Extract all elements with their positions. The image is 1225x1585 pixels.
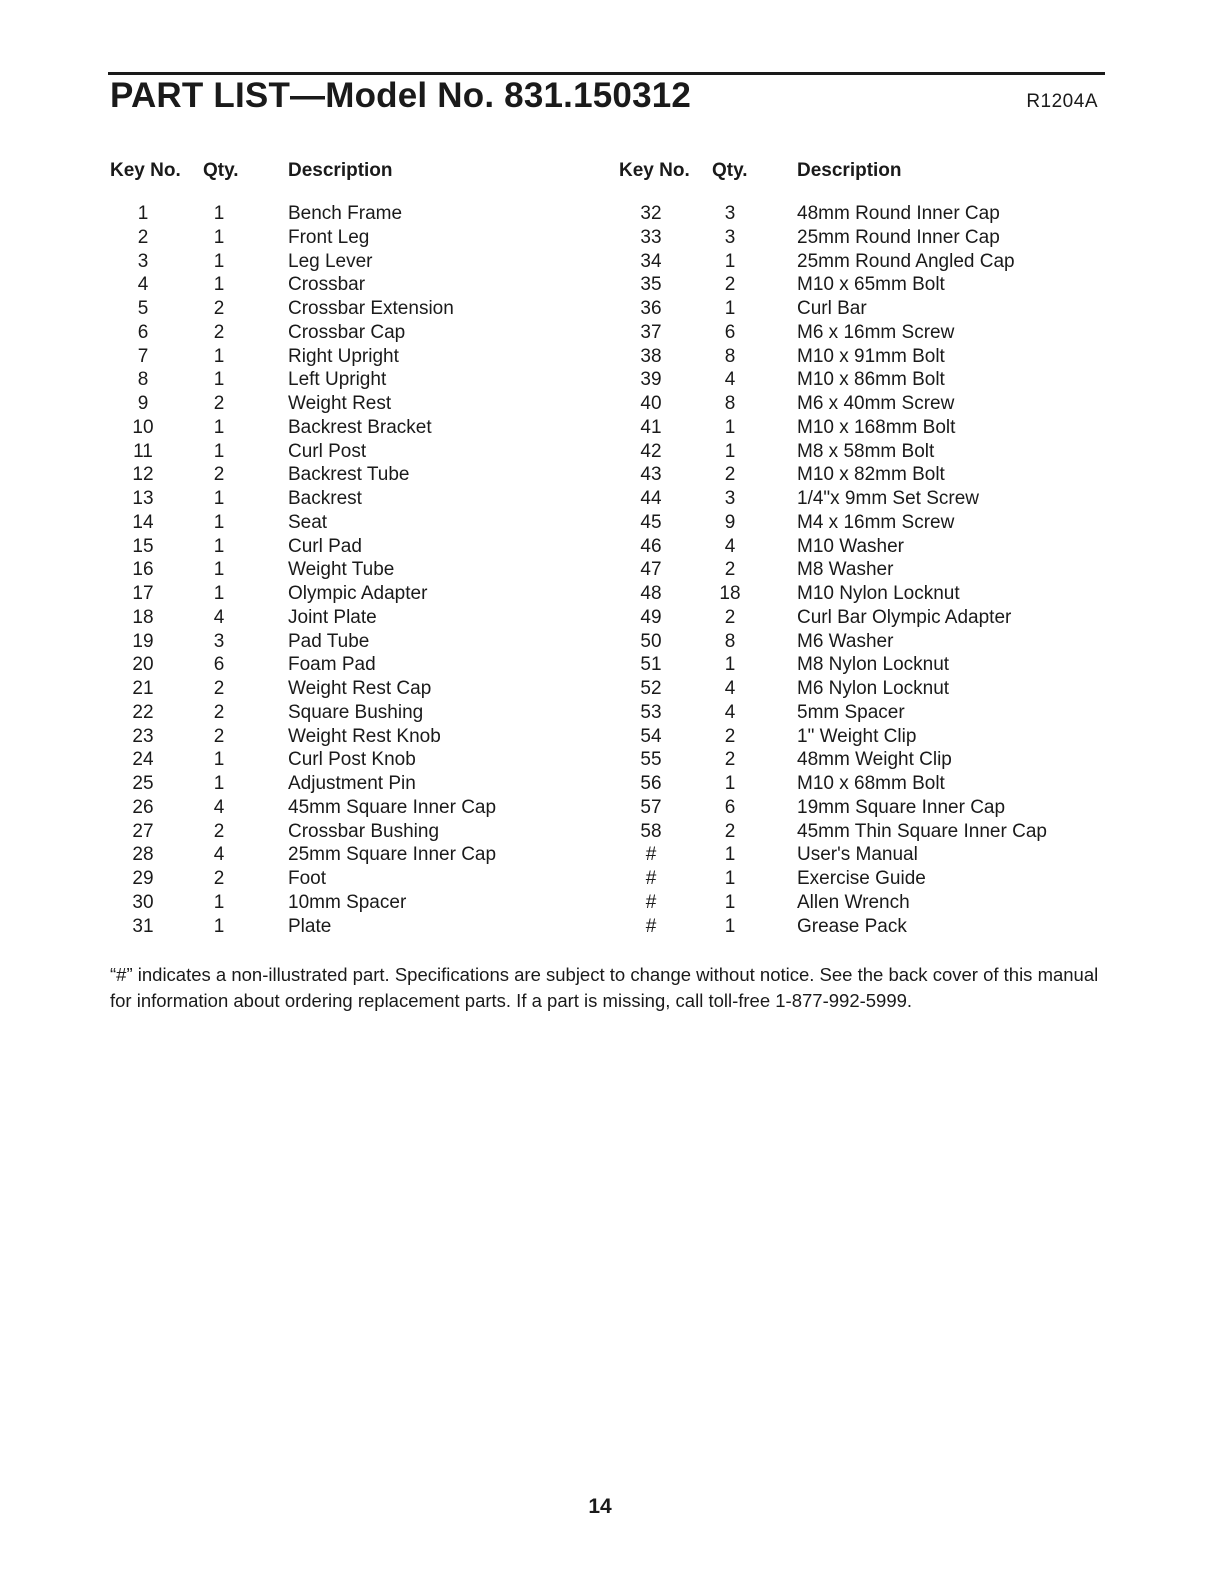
key-number: 26 <box>132 796 154 818</box>
part-description: Weight Rest Knob <box>288 725 441 747</box>
part-description: Grease Pack <box>797 915 907 937</box>
part-description: Foot <box>288 868 327 889</box>
key-number: 3 <box>137 250 149 272</box>
quantity: 1 <box>724 915 736 937</box>
key-number: 55 <box>640 749 662 771</box>
part-description: Left Upright <box>288 369 387 391</box>
quantity: 2 <box>213 321 225 343</box>
quantity: 2 <box>213 820 225 842</box>
part-description: Crossbar Extension <box>288 298 454 319</box>
quantity: 6 <box>724 321 736 343</box>
key-number: 6 <box>137 321 149 343</box>
part-description: Crossbar Bushing <box>288 820 440 842</box>
quantity: 4 <box>724 369 736 391</box>
key-number: # <box>645 868 657 889</box>
key-number: 58 <box>640 820 662 842</box>
qty-header: Qty. <box>712 160 748 181</box>
part-description: 5mm Spacer <box>797 701 905 723</box>
quantity: 2 <box>724 274 736 296</box>
key-number: 7 <box>137 345 149 367</box>
quantity: 6 <box>724 796 736 818</box>
part-description: Crossbar <box>288 274 366 296</box>
key-number: 46 <box>640 535 662 557</box>
key-number: 57 <box>640 796 662 818</box>
part-description: M10 x 168mm Bolt <box>797 416 956 438</box>
quantity: 1 <box>724 298 736 319</box>
page-title: PART LIST—Model No. 831.150312 <box>110 76 692 115</box>
quantity: 9 <box>724 511 736 533</box>
part-description: Backrest Tube <box>288 464 410 486</box>
part-description: Pad Tube <box>288 630 370 652</box>
quantity: 8 <box>724 393 736 414</box>
key-number: 34 <box>640 250 662 272</box>
key-number: 48 <box>640 583 662 604</box>
key-number: 37 <box>640 321 662 343</box>
quantity: 2 <box>213 393 225 414</box>
part-description: Bench Frame <box>288 203 403 224</box>
key-number: 24 <box>132 749 154 771</box>
key-number: 12 <box>132 464 154 486</box>
part-description: Leg Lever <box>288 250 373 272</box>
part-description: Exercise Guide <box>797 868 926 889</box>
quantity: 6 <box>213 654 225 676</box>
quantity: 1 <box>213 915 225 937</box>
key-number: 16 <box>132 559 154 581</box>
part-description: Weight Rest <box>288 393 392 414</box>
part-description: M10 x 65mm Bolt <box>797 274 945 296</box>
key-number: 25 <box>132 773 154 794</box>
part-description: Adjustment Pin <box>288 773 416 794</box>
quantity: 8 <box>724 345 736 367</box>
quantity: 1 <box>724 416 736 438</box>
key-number: 1 <box>137 203 149 224</box>
quantity: 4 <box>724 535 736 557</box>
quantity: 4 <box>724 678 736 699</box>
part-description: Olympic Adapter <box>288 583 428 604</box>
quantity: 2 <box>213 298 225 319</box>
part-description: 45mm Thin Square Inner Cap <box>797 820 1047 842</box>
quantity: 3 <box>724 226 736 248</box>
quantity: 1 <box>213 511 225 533</box>
key-number: 45 <box>640 511 662 533</box>
part-description: Plate <box>288 915 332 937</box>
document-code: R1204A <box>1026 91 1098 112</box>
quantity: 2 <box>724 606 736 628</box>
quantity: 1 <box>213 274 225 296</box>
key-number: 56 <box>640 773 662 794</box>
quantity: 4 <box>213 844 225 866</box>
part-description: 1" Weight Clip <box>797 725 917 747</box>
part-description: M4 x 16mm Screw <box>797 511 955 533</box>
key-number: 44 <box>640 488 662 509</box>
key-number: 9 <box>137 393 149 414</box>
part-description: 19mm Square Inner Cap <box>797 796 1006 818</box>
key-number: 17 <box>132 583 154 604</box>
quantity: 1 <box>213 369 225 391</box>
key-number: 54 <box>640 725 662 747</box>
title-rule <box>108 72 1105 75</box>
key-number: 21 <box>132 678 154 699</box>
key-number: 27 <box>132 820 154 842</box>
quantity: 1 <box>213 583 225 604</box>
quantity: 1 <box>213 416 225 438</box>
part-description: 1/4"x 9mm Set Screw <box>797 488 980 509</box>
part-description: Foam Pad <box>288 654 376 676</box>
key-number: 35 <box>640 274 662 296</box>
quantity: 2 <box>213 868 225 889</box>
key-number: 20 <box>132 654 154 676</box>
part-description: Curl Bar <box>797 298 867 319</box>
part-description: Weight Tube <box>288 559 395 581</box>
quantity: 1 <box>724 440 736 462</box>
key-number: 33 <box>640 226 662 248</box>
part-description: M6 Nylon Locknut <box>797 678 950 699</box>
key-number: 31 <box>132 915 154 937</box>
key-number: 5 <box>137 298 149 319</box>
key-number: 29 <box>132 868 154 889</box>
part-description: User's Manual <box>797 844 918 866</box>
key-number: 47 <box>640 559 662 581</box>
quantity: 2 <box>213 701 225 723</box>
quantity: 1 <box>724 844 736 866</box>
quantity: 2 <box>724 749 736 771</box>
part-description: Curl Post <box>288 440 367 462</box>
part-description: 45mm Square Inner Cap <box>288 796 497 818</box>
quantity: 1 <box>724 773 736 794</box>
part-description: Curl Bar Olympic Adapter <box>797 606 1012 628</box>
quantity: 1 <box>213 250 225 272</box>
quantity: 4 <box>724 701 736 723</box>
part-description: Joint Plate <box>288 606 377 628</box>
key-number: 15 <box>132 535 154 557</box>
part-description: Square Bushing <box>288 701 424 723</box>
part-description: M8 x 58mm Bolt <box>797 440 935 462</box>
key-number: # <box>645 891 657 913</box>
part-description: M8 Nylon Locknut <box>797 654 950 676</box>
quantity: 4 <box>213 606 225 628</box>
key-number: 30 <box>132 891 154 913</box>
part-description: M10 Nylon Locknut <box>797 583 960 604</box>
part-description: M10 x 91mm Bolt <box>797 345 945 367</box>
quantity: 4 <box>213 796 225 818</box>
quantity: 1 <box>213 773 225 794</box>
key-number: 51 <box>640 654 662 676</box>
part-description: Seat <box>288 511 328 533</box>
quantity: 8 <box>724 630 736 652</box>
page-number: 14 <box>588 1495 612 1518</box>
part-description: Allen Wrench <box>797 891 910 913</box>
part-description: M6 Washer <box>797 630 894 652</box>
key-number: 40 <box>640 393 662 414</box>
quantity: 1 <box>213 891 225 913</box>
key-number: 38 <box>640 345 662 367</box>
key-number: 36 <box>640 298 662 319</box>
key-number: 50 <box>640 630 662 652</box>
part-description: Front Leg <box>288 226 370 248</box>
part-description: M10 x 82mm Bolt <box>797 464 945 486</box>
part-description: 25mm Round Inner Cap <box>797 226 1000 248</box>
part-description: 10mm Spacer <box>288 891 407 913</box>
key-number: 39 <box>640 369 662 391</box>
quantity: 1 <box>213 488 225 509</box>
key-number: 41 <box>640 416 662 438</box>
key-number: 43 <box>640 464 662 486</box>
description-header: Description <box>797 160 902 181</box>
quantity: 1 <box>213 559 225 581</box>
key-number: 8 <box>137 369 149 391</box>
key-number: 13 <box>132 488 154 509</box>
quantity: 1 <box>213 226 225 248</box>
quantity: 1 <box>213 345 225 367</box>
part-description: Crossbar Cap <box>288 321 406 343</box>
quantity: 2 <box>213 464 225 486</box>
part-description: M6 x 16mm Screw <box>797 321 955 343</box>
quantity: 18 <box>719 583 741 604</box>
quantity: 1 <box>213 749 225 771</box>
quantity: 2 <box>724 559 736 581</box>
part-description: M10 x 86mm Bolt <box>797 369 945 391</box>
key-no-header: Key No. <box>110 160 181 181</box>
key-number: 4 <box>137 274 149 296</box>
part-description: 48mm Weight Clip <box>797 749 952 771</box>
part-description: 25mm Square Inner Cap <box>288 844 497 866</box>
quantity: 3 <box>213 630 225 652</box>
quantity: 2 <box>724 820 736 842</box>
footnote: “#” indicates a non-illustrated part. Specifications are subject to change without notice. See the back cover of this manual for information about ordering replacement parts. If a part is missing, call toll-free 1-877-992-5999. <box>110 964 1099 1011</box>
description-header: Description <box>288 160 393 181</box>
part-description: Backrest <box>288 488 362 509</box>
qty-header: Qty. <box>203 160 239 181</box>
part-description: 25mm Round Angled Cap <box>797 250 1015 272</box>
quantity: 3 <box>724 488 736 509</box>
quantity: 1 <box>213 535 225 557</box>
key-number: 52 <box>640 678 662 699</box>
part-description: Backrest Bracket <box>288 416 432 438</box>
key-number: 2 <box>137 226 149 248</box>
part-description: Curl Post Knob <box>288 749 416 771</box>
quantity: 2 <box>213 678 225 699</box>
key-number: 53 <box>640 701 662 723</box>
key-number: 11 <box>133 440 153 462</box>
quantity: 2 <box>724 464 736 486</box>
part-description: M10 Washer <box>797 535 904 557</box>
key-number: 14 <box>132 511 154 533</box>
part-description: 48mm Round Inner Cap <box>797 203 1000 224</box>
part-description: M8 Washer <box>797 559 894 581</box>
key-number: 23 <box>132 725 154 747</box>
quantity: 1 <box>213 440 225 462</box>
key-number: # <box>645 915 657 937</box>
quantity: 1 <box>724 868 736 889</box>
key-number: 42 <box>640 440 662 462</box>
key-number: # <box>645 844 657 866</box>
quantity: 3 <box>724 203 736 224</box>
part-description: Curl Pad <box>288 535 362 557</box>
quantity: 1 <box>724 654 736 676</box>
part-description: Weight Rest Cap <box>288 678 432 699</box>
part-description: M6 x 40mm Screw <box>797 393 955 414</box>
key-number: 49 <box>640 606 662 628</box>
key-no-header: Key No. <box>619 160 690 181</box>
key-number: 22 <box>132 701 154 723</box>
quantity: 2 <box>213 725 225 747</box>
quantity: 1 <box>213 203 225 224</box>
quantity: 2 <box>724 725 736 747</box>
key-number: 19 <box>132 630 154 652</box>
key-number: 10 <box>132 416 154 438</box>
quantity: 1 <box>724 250 736 272</box>
part-description: M10 x 68mm Bolt <box>797 773 945 794</box>
quantity: 1 <box>724 891 736 913</box>
part-description: Right Upright <box>288 345 399 367</box>
key-number: 18 <box>132 606 154 628</box>
key-number: 28 <box>132 844 154 866</box>
key-number: 32 <box>640 203 662 224</box>
